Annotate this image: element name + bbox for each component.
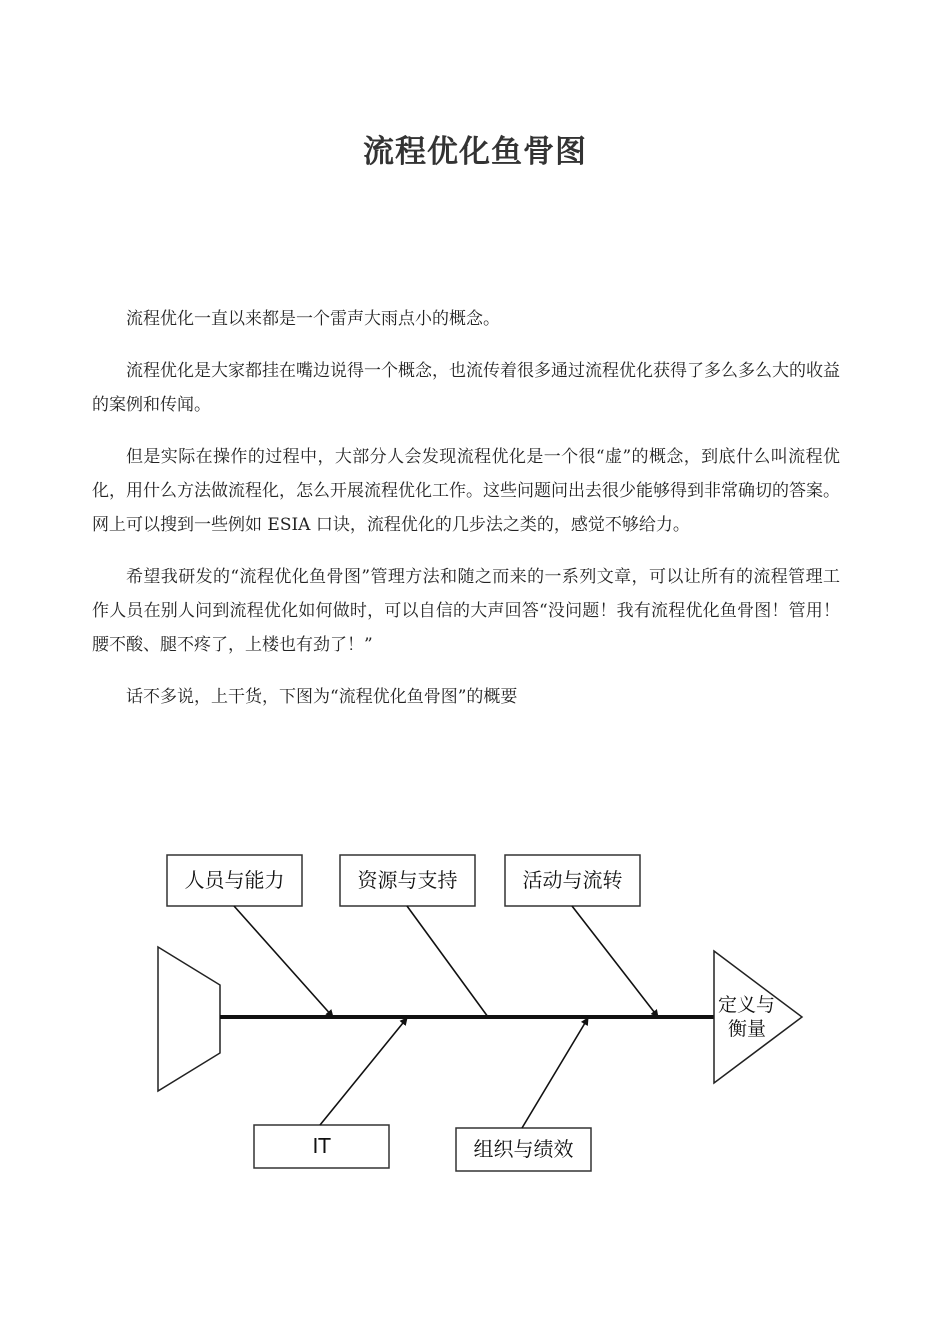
fishbone-svg [150, 845, 810, 1180]
bone-organization-performance [522, 1018, 588, 1128]
paragraph-1: 流程优化一直以来都是一个雷声大雨点小的概念。 [126, 309, 500, 329]
paragraph-3: 但是实际在操作的过程中，大部分人会发现流程优化是一个很“虚”的概念，到底什么叫流程优化，用什么方法做流程化，怎么开展流程优化工作。这些问题问出去很少能够得到非常确切的答案。网上可以搜到一些例如 ESIA 口诀，流程优化的几步法之类的，感觉不够给力。 [92, 447, 840, 535]
fish-head [714, 951, 802, 1083]
box-label-organization-performance: 组织与绩效 [473, 1137, 574, 1161]
page-title: 流程优化鱼骨图 [363, 134, 587, 170]
box-label-it: IT [312, 1134, 331, 1158]
box-label-resources-support: 资源与支持 [357, 868, 458, 892]
paragraph-2: 流程优化是大家都挂在嘴边说得一个概念，也流传着很多通过流程优化获得了多么多么大的收益的案例和传闻。 [92, 361, 840, 415]
paragraph-5: 话不多说，上干货，下图为“流程优化鱼骨图”的概要 [126, 687, 518, 707]
bone-activity-flow [572, 906, 658, 1017]
body-text [92, 302, 840, 732]
head-label-line-1: 定义与 [718, 994, 776, 1016]
bone-it [320, 1018, 407, 1125]
head-label-line-2: 衡量 [728, 1018, 767, 1040]
fish-tail [158, 947, 220, 1091]
box-label-activity-flow: 活动与流转 [522, 868, 623, 892]
fishbone-diagram [150, 845, 810, 1180]
bone-resources-support [407, 906, 488, 1017]
box-label-people-capability: 人员与能力 [184, 868, 285, 892]
paragraph-4: 希望我研发的“流程优化鱼骨图”管理方法和随之而来的一系列文章，可以让所有的流程管理工作人员在别人问到流程优化如何做时，可以自信的大声回答“没问题！我有流程优化鱼骨图！管用！腰不酸、腿不疼了，上楼也有劲了！” [92, 567, 840, 655]
bone-people-capability [234, 906, 333, 1017]
